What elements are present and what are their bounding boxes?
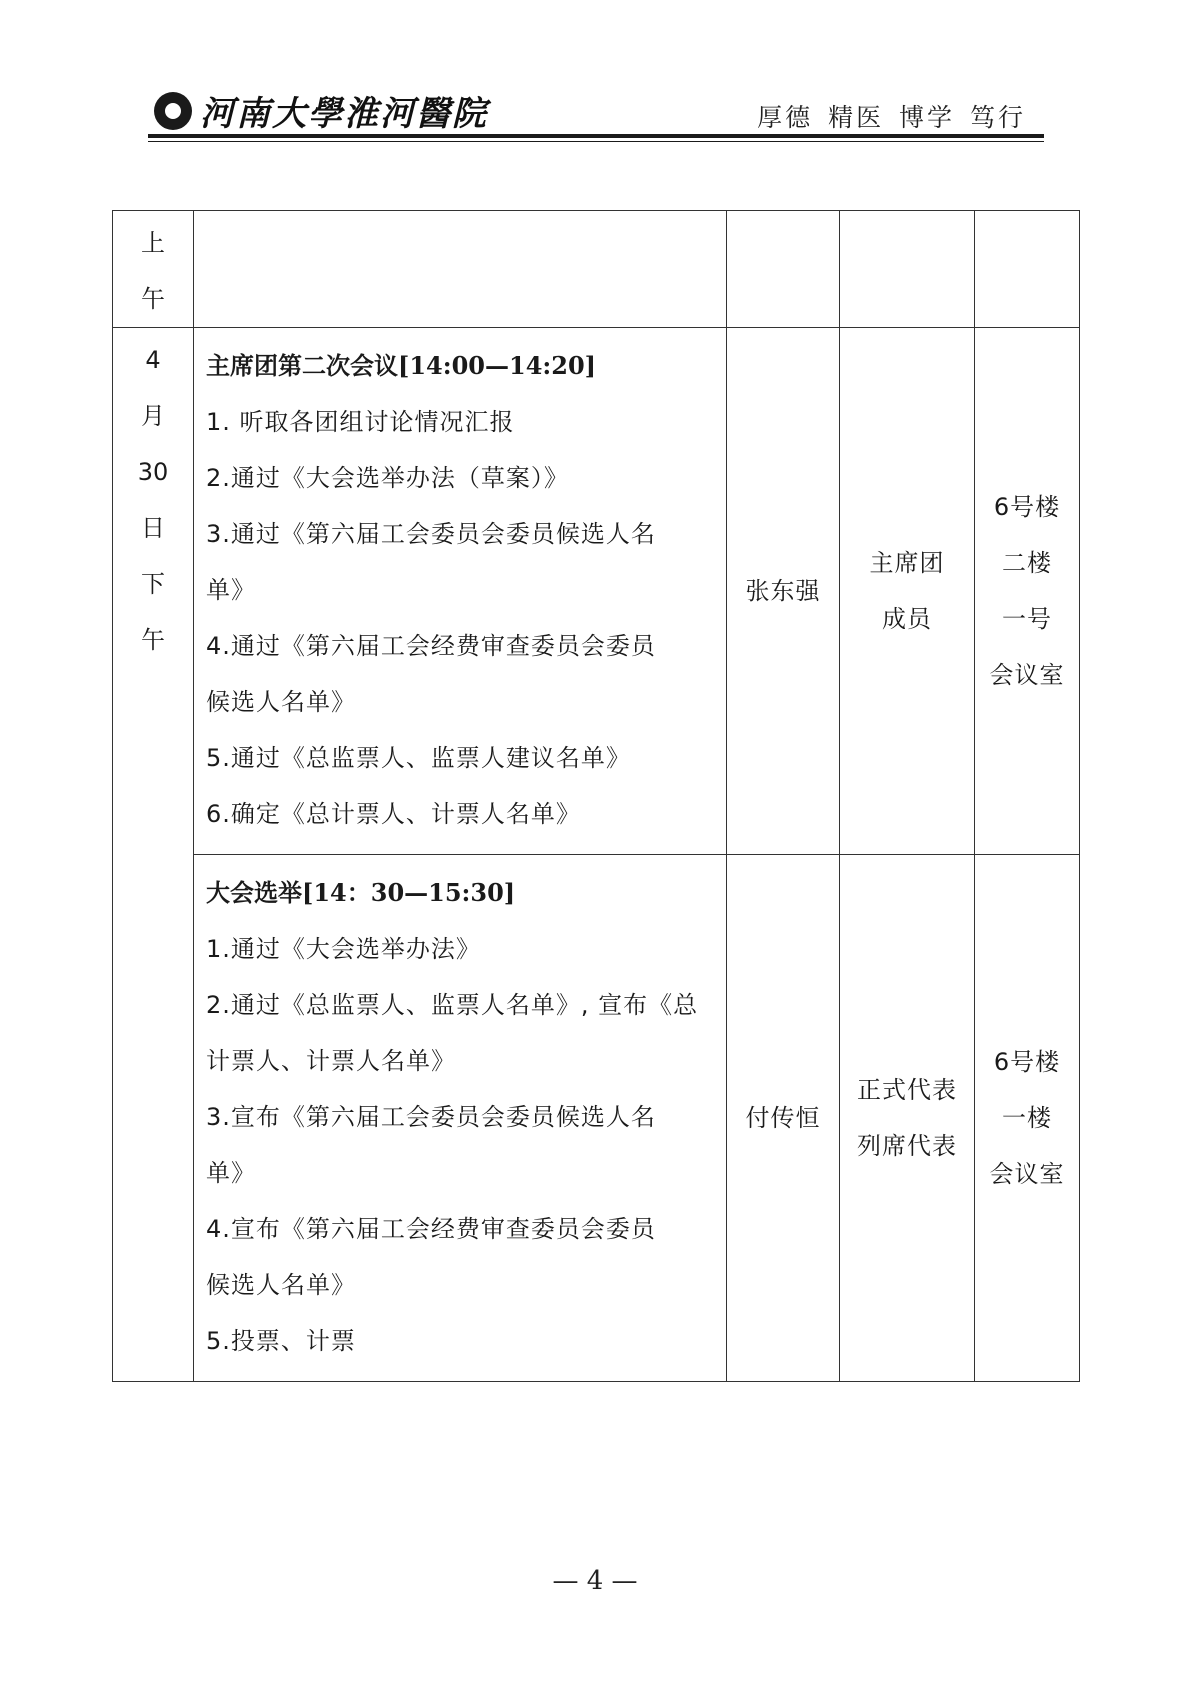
hospital-motto: 厚德 精医 博学 笃行: [757, 103, 1026, 132]
participants-cell-empty: [840, 211, 975, 328]
agenda-line: 计票人、计票人名单》: [206, 1047, 456, 1075]
agenda-line: 5.通过《总监票人、监票人建议名单》: [206, 744, 631, 772]
agenda-line: 3.宣布《第六届工会委员会委员候选人名: [206, 1103, 656, 1131]
agenda-line: 6.确定《总计票人、计票人名单》: [206, 800, 581, 828]
table-row-session-1: [113, 328, 1080, 855]
session-1-participants: 主席团 成员: [840, 328, 975, 855]
session-2-venue: 6号楼 一楼 会议室: [975, 855, 1080, 1382]
session-1-content: [194, 328, 727, 855]
hospital-name: 河南大學淮河醫院: [200, 94, 488, 134]
agenda-line: 2.通过《大会选举办法（草案）》: [206, 464, 569, 492]
session-1-host: 张东强: [727, 328, 840, 855]
meeting-schedule-table: [112, 210, 1080, 1382]
date-cell-afternoon: 4 月 30 日 下 午: [113, 328, 194, 1382]
agenda-line: 候选人名单》: [206, 688, 356, 716]
agenda-line: 候选人名单》: [206, 1271, 356, 1299]
session-2-host: 付传恒: [727, 855, 840, 1382]
page-header: [148, 78, 1044, 150]
hospital-emblem-icon: [154, 92, 192, 130]
agenda-line: 1.通过《大会选举办法》: [206, 935, 481, 963]
session-2-participants: 正式代表 列席代表: [840, 855, 975, 1382]
agenda-line: 3.通过《第六届工会委员会委员候选人名: [206, 520, 656, 548]
page-number: — 4 —: [552, 1566, 638, 1596]
hospital-logo: [154, 86, 488, 135]
table-row-morning-tail: [113, 211, 1080, 328]
session-1-venue: 6号楼 二楼 一号 会议室: [975, 328, 1080, 855]
header-divider-thin: [148, 141, 1044, 142]
table-row-session-2: [113, 855, 1080, 1382]
venue-cell-empty: [975, 211, 1080, 328]
agenda-line: 单》: [206, 576, 256, 604]
session-2-title: 大会选举[14：30—15:30]: [206, 878, 516, 907]
agenda-line: 5.投票、计票: [206, 1327, 356, 1355]
host-cell-empty: [727, 211, 840, 328]
agenda-line: 4.宣布《第六届工会经费审查委员会委员: [206, 1215, 656, 1243]
header-divider-thick: [148, 134, 1044, 138]
agenda-line: 单》: [206, 1159, 256, 1187]
agenda-line: 2.通过《总监票人、监票人名单》, 宣布《总: [206, 991, 699, 1019]
session-1-title: 主席团第二次会议[14:00—14:20]: [206, 351, 597, 380]
date-cell-morning: 上 午: [113, 211, 194, 328]
content-cell-empty: [194, 211, 727, 328]
session-2-content: [194, 855, 727, 1382]
agenda-line: 4.通过《第六届工会经费审查委员会委员: [206, 632, 656, 660]
agenda-line: 1. 听取各团组讨论情况汇报: [206, 408, 515, 436]
